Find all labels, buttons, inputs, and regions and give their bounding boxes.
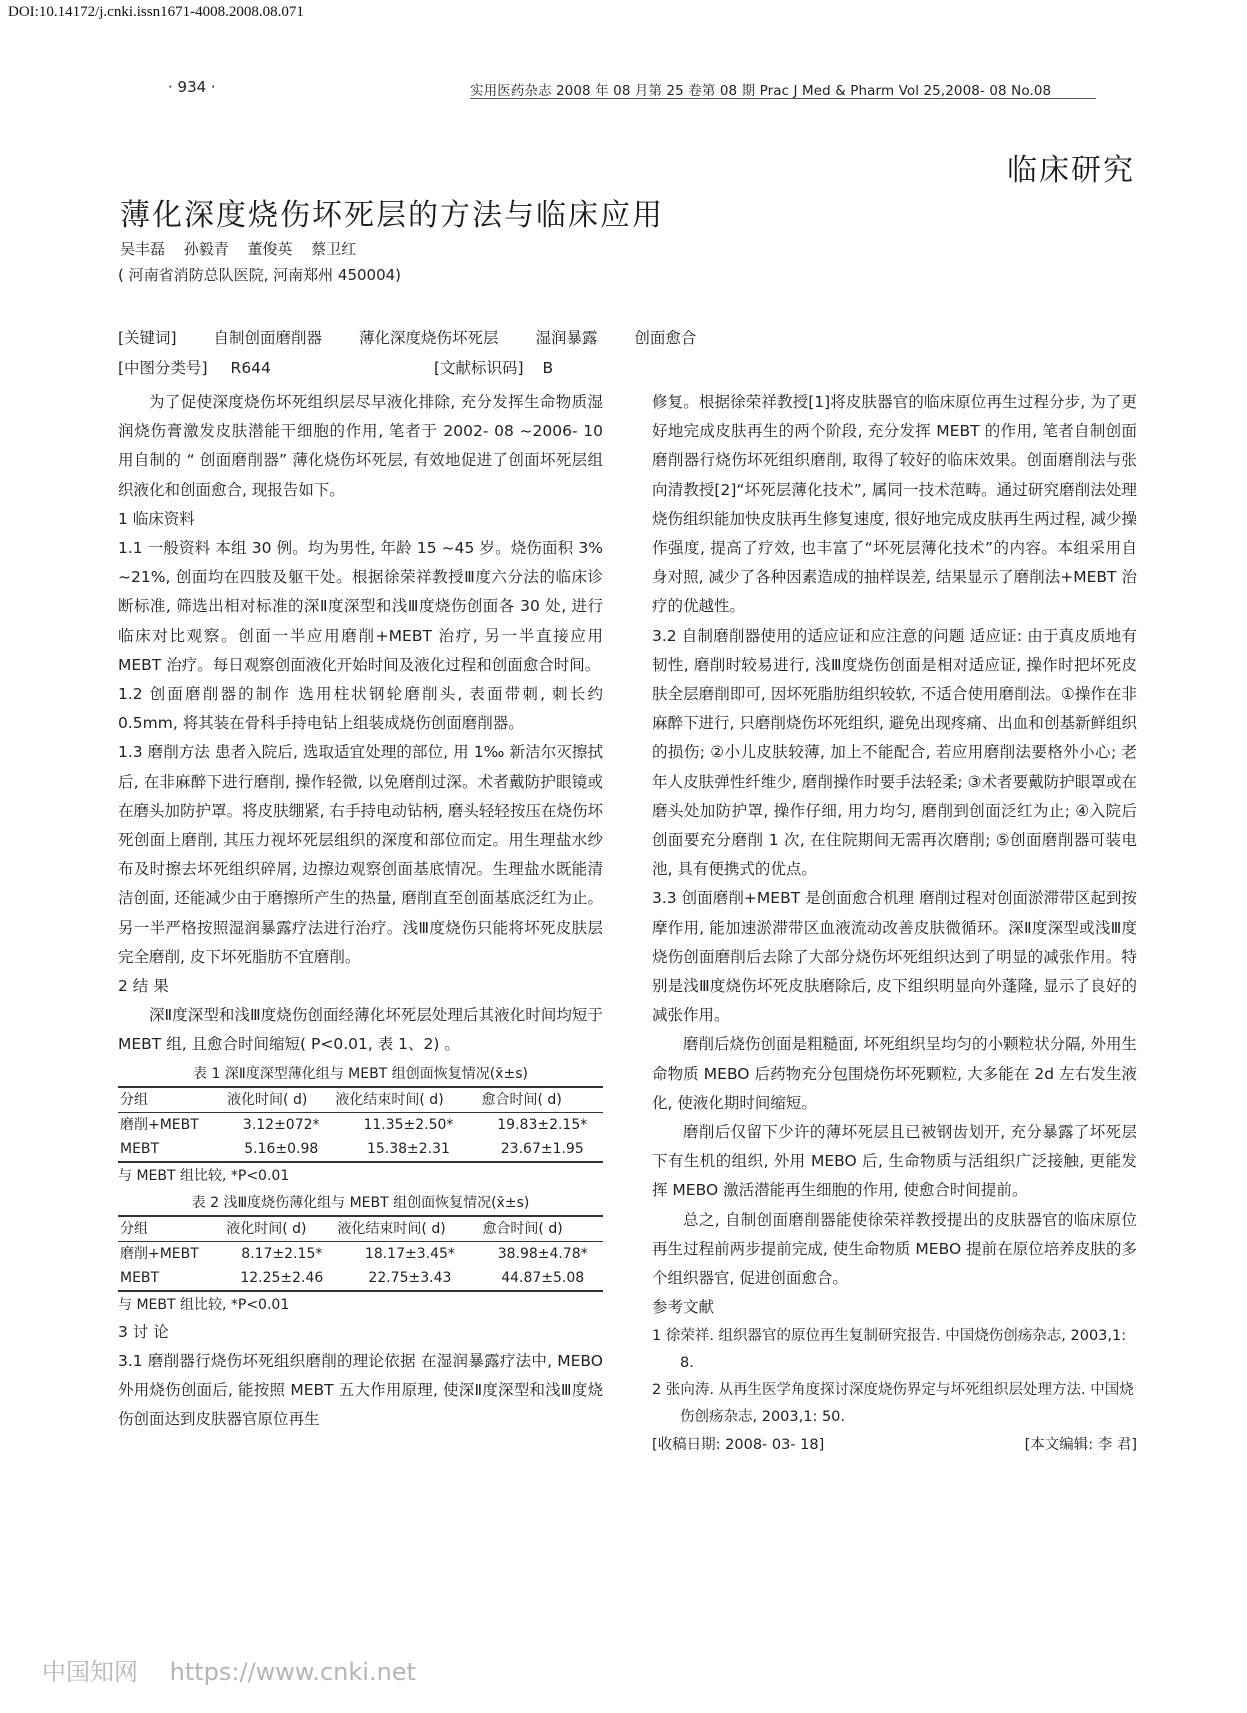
- table-2-caption: 表 2 浅Ⅲ度烧伤薄化组与 MEBT 组创面恢复情况(x̄±s): [191, 1194, 530, 1211]
- section-heading: 2 结 果: [118, 977, 169, 996]
- table-header: 液化时间( d): [227, 1087, 335, 1113]
- left-column: [118, 388, 603, 1434]
- keyword: 自制创面磨削器: [213, 329, 323, 347]
- cnki-watermark: [42, 1652, 416, 1687]
- table-cell: 38.98±4.78*: [497, 1245, 588, 1262]
- paragraph-3-1-continued: 修复。根据徐荣祥教授[1]将皮肤器官的临床原位再生过程分步, 为了更好地完成皮肤再生的两个阶段, 充分发挥 MEBT 的作用, 笔者自制创面磨削器行烧伤坏死组织磨削, 取得了较好的临床效果。创面磨削法与张向清教授[2]“坏死层薄化技术”, 属同一技术范畴。通过研究磨削法处理烧伤组织能加快皮肤再生修复速度, 很好地完成皮肤再生两过程, 减少操作强度, 提高了疗效, 也丰富了“坏死层薄化技术”的内容。本组采用自身对照, 减少了各种因素造成的抽样误差, 结果显示了磨削法+MEBT 治疗的优越性。: [652, 393, 1137, 616]
- table-cell: 19.83±2.15*: [497, 1116, 588, 1133]
- keyword: 创面愈合: [634, 329, 697, 347]
- keywords-line: [118, 326, 728, 348]
- table-row: [118, 1266, 603, 1291]
- table-header: 愈合时间( d): [482, 1087, 603, 1113]
- conclusion-paragraph: 总之, 自制创面磨削器能使徐荣祥教授提出的皮肤器官的临床原位再生过程前两步提前完成, 使生命物质 MEBO 提前在原位培养皮肤的多个组织器官, 促进创面愈合。: [652, 1210, 1137, 1288]
- paragraph-3-1: 3.1 磨削器行烧伤坏死组织磨削的理论依据 在湿润暴露疗法中, MEBO 外用烧伤创面后, 能按照 MEBT 五大作用原理, 使深Ⅱ度深型和浅Ⅲ度烧伤创面达到皮肤器官原位再生: [118, 1351, 603, 1429]
- section-heading: 1 临床资料: [118, 509, 195, 528]
- table-cell: 23.67±1.95: [482, 1137, 603, 1162]
- article-authors: 吴丰磊 孙毅青 董俊英 蔡卫红: [120, 240, 357, 258]
- reference-item: 1 徐荣祥. 组织器官的原位再生复制研究报告. 中国烧伤创疡杂志, 2003,1: 8.: [652, 1327, 1127, 1371]
- table-cell: 磨削+MEBT: [120, 1116, 199, 1133]
- table-header: 分组: [118, 1087, 227, 1113]
- table-cell: 15.38±2.31: [335, 1137, 481, 1162]
- received-line: [652, 1431, 1137, 1459]
- article-title: 薄化深度烧伤坏死层的方法与临床应用: [120, 198, 664, 233]
- watermark-url: https://www.cnki.net: [169, 1658, 416, 1686]
- table-1: [118, 1086, 603, 1163]
- page-number: · 934 ·: [168, 78, 216, 96]
- table-2: [118, 1215, 603, 1292]
- header-rule: [470, 98, 1096, 99]
- table-header: 液化结束时间( d): [335, 1087, 481, 1113]
- article-affiliation: ( 河南省消防总队医院, 河南郑州 450004): [118, 266, 402, 284]
- table-1-note: 与 MEBT 组比较, *P<0.01: [118, 1167, 290, 1184]
- section-heading: 3 讨 论: [118, 1322, 169, 1341]
- table-2-note: 与 MEBT 组比较, *P<0.01: [118, 1296, 290, 1313]
- received-date: [收稿日期: 2008- 03- 18]: [652, 1436, 825, 1453]
- keyword: 湿润暴露: [535, 329, 598, 347]
- editor-note: [本文编辑: 李 君]: [1024, 1436, 1137, 1453]
- paragraph-1-2: 1.2 创面磨削器的制作 选用柱状钢轮磨削头, 表面带刺, 刺长约 0.5mm, 将其装在骨科手持电钻上组装成烧伤创面磨削器。: [118, 685, 603, 733]
- classification-line: [118, 356, 578, 378]
- table-cell: 8.17±2.15*: [241, 1245, 323, 1262]
- table-cell: 18.17±3.45*: [364, 1245, 455, 1262]
- table-cell: 11.35±2.50*: [363, 1116, 454, 1133]
- paragraph-3-2: 3.2 自制磨削器使用的适应证和应注意的问题 适应证: 由于真皮质地有韧性, 磨削时较易进行, 浅Ⅲ度烧伤创面是相对适应证, 操作时把坏死皮肤全层磨削即可, 因坏死脂肪组织较软, 不适合使用磨削法。①操作在非麻醉下进行, 只磨削烧伤坏死组织, 避免出现疼痛、出血和创基新鲜组织的损伤; ②小儿皮肤较薄, 加上不能配合, 若应用磨削法要格外小心; 老年人皮肤弹性纤维少, 磨削操作时要手法轻柔; ③术者要戴防护眼罩或在磨头处加防护罩, 操作仔细, 用力均匀, 磨削到创面泛红为止; ④入院后创面要充分磨削 1 次, 在住院期间无需再次磨削; ⑤创面磨削器可装电池, 具有便携式的优点。: [652, 626, 1137, 879]
- table-1-caption: 表 1 深Ⅱ度深型薄化组与 MEBT 组创面恢复情况(x̄±s): [193, 1065, 528, 1082]
- column-title: 临床研究: [1007, 153, 1135, 188]
- table-header: 液化时间( d): [226, 1216, 337, 1242]
- paragraph-3-3: 3.3 创面磨削+MEBT 是创面愈合机理 磨削过程对创面淤滞带区起到按摩作用, 能加速淤滞带区血液流动改善皮肤微循环。深Ⅱ度深型或浅Ⅲ度烧伤创面磨削后去除了大部分烧伤坏死组织达到了明显的减张作用。特别是浅Ⅲ度烧伤坏死皮肤磨除后, 皮下组织明显向外蓬隆, 显示了良好的减张作用。: [652, 889, 1137, 1025]
- right-column: [652, 388, 1137, 1459]
- journal-header: 实用医药杂志 2008 年 08 月第 25 卷第 08 期 Prac J Med & Pharm Vol 25,2008- 08 No.08: [470, 83, 1052, 99]
- table-cell: MEBT: [118, 1266, 226, 1291]
- intro-paragraph: 为了促使深度烧伤坏死组织层尽早液化排除, 充分发挥生命物质湿润烧伤膏激发皮肤潜能干细胞的作用, 笔者于 2002- 08 ~2006- 10 用自制的 “ 创面磨削器” 薄化烧伤坏死层, 有效地促进了创面坏死层组织液化和创面愈合, 现报告如下。: [118, 393, 603, 499]
- table-cell: 5.16±0.98: [227, 1137, 335, 1162]
- table-row: [118, 1112, 603, 1137]
- table-cell: 磨削+MEBT: [120, 1245, 199, 1262]
- keywords-label: [关键词]: [118, 329, 177, 347]
- table-cell: MEBT: [118, 1137, 227, 1162]
- doc-code-label: [文献标识码]: [434, 359, 524, 377]
- table-cell: 3.12±072*: [242, 1116, 320, 1133]
- table-header: 愈合时间( d): [482, 1216, 603, 1242]
- doc-code-value: B: [542, 359, 554, 377]
- table-row: [118, 1241, 603, 1266]
- paragraph-1-3: 1.3 磨削方法 患者入院后, 选取适宜处理的部位, 用 1‰ 新洁尔灭擦拭后, 在非麻醉下进行磨削, 操作轻微, 以免磨削过深。术者戴防护眼镜或在磨头加防护罩。将皮肤绷紧, 右手持电动钻柄, 磨头轻轻按压在烧伤坏死创面上磨削, 其压力视坏死层组织的深度和部位而定。用生理盐水纱布及时擦去坏死组织碎屑, 边擦边观察创面基底情况。生理盐水既能清洁创面, 还能减少由于磨擦所产生的热量, 磨削直至创面基底泛红为止。另一半严格按照湿润暴露疗法进行治疗。浅Ⅲ度烧伤只能将坏死皮肤层完全磨削, 皮下坏死脂肪不宜磨削。: [118, 743, 603, 966]
- keyword: 薄化深度烧伤坏死层: [359, 329, 499, 347]
- reference-item: 2 张向涛. 从再生医学角度探讨深度烧伤界定与坏死组织层处理方法. 中国烧伤创疡杂志, 2003,1: 50.: [652, 1381, 1134, 1425]
- table-cell: 22.75±3.43: [337, 1266, 482, 1291]
- references-heading: 参考文献: [652, 1298, 715, 1317]
- doc-code: [434, 356, 553, 378]
- table-header: 分组: [118, 1216, 226, 1242]
- table-cell: 44.87±5.08: [482, 1266, 603, 1291]
- watermark-brand: 中国知网: [42, 1658, 138, 1686]
- class-label: [中图分类号]: [118, 359, 208, 377]
- table-header: 液化结束时间( d): [337, 1216, 482, 1242]
- body-paragraph: 磨削后仅留下少许的薄坏死层且已被钢齿划开, 充分暴露了坏死层下有生机的组织, 外用 MEBO 后, 生命物质与活组织广泛接触, 更能发挥 MEBO 激活潜能再生细胞的作用, 使愈合时间提前。: [652, 1123, 1137, 1200]
- class-value: R644: [230, 359, 271, 377]
- body-paragraph: 磨削后烧伤创面是粗糙面, 坏死组织呈均匀的小颗粒状分隔, 外用生命物质 MEBO 后药物充分包围烧伤坏死颗粒, 大多能在 2d 左右发生液化, 使液化期时间缩短。: [652, 1035, 1137, 1112]
- paragraph-1-1: 1.1 一般资料 本组 30 例。均为男性, 年龄 15 ~45 岁。烧伤面积 3% ~21%, 创面均在四肢及躯干处。根据徐荣祥教授Ⅲ度六分法的临床诊断标准, 筛选出相对标准的深Ⅱ度深型和浅Ⅲ度烧伤创面各 30 处, 进行临床对比观察。创面一半应用磨削+MEBT 治疗, 另一半直接应用 MEBT 治疗。每日观察创面液化开始时间及液化过程和创面愈合时间。: [118, 539, 603, 674]
- table-row: [118, 1137, 603, 1162]
- doi-line: DOI:10.14172/j.cnki.issn1671-4008.2008.08.071: [8, 4, 304, 20]
- table-cell: 12.25±2.46: [226, 1266, 337, 1291]
- results-paragraph: 深Ⅱ度深型和浅Ⅲ度烧伤创面经薄化坏死层处理后其液化时间均短于 MEBT 组, 且愈合时间缩短( P<0.01, 表 1、2) 。: [118, 1006, 603, 1054]
